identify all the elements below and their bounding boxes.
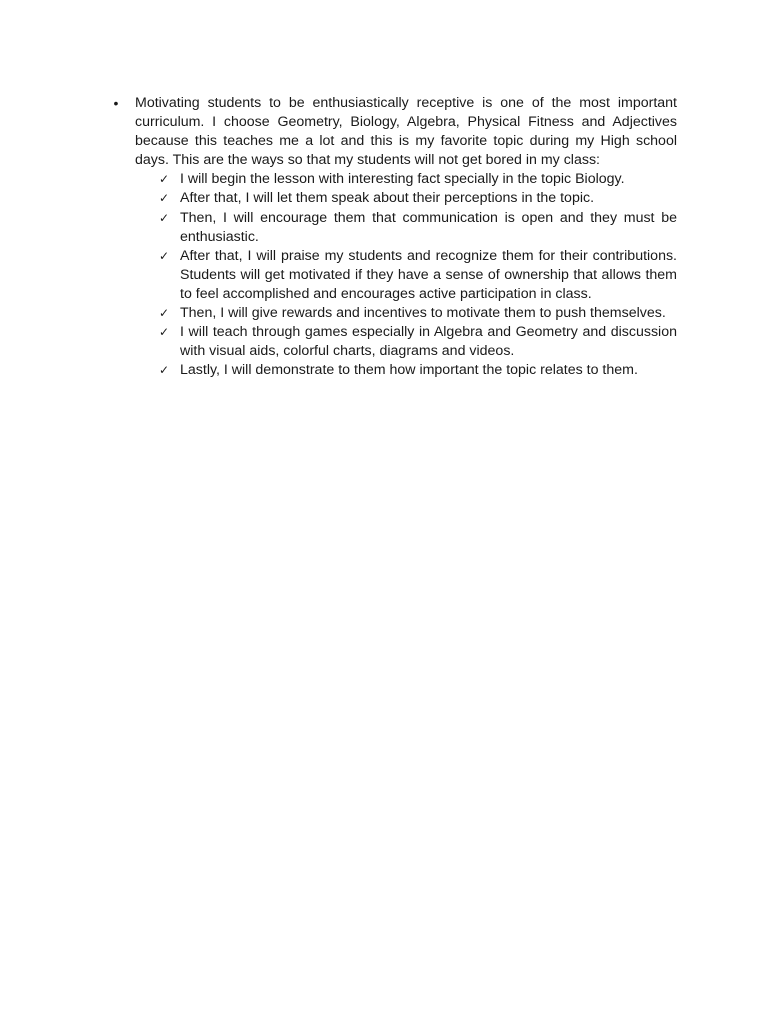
checklist-item-text: After that, I will praise my students and recognize them for their contributions. Students will get motivated if they have a sense of ownership that allows them to feel accomplished and encourages active participation in class. (180, 247, 677, 302)
checkmark-icon: ✓ (159, 363, 170, 378)
checkmark-icon: ✓ (159, 172, 170, 187)
checkmark-icon: ✓ (159, 248, 170, 263)
checklist-item (157, 209, 677, 247)
checkmark-icon: ✓ (159, 191, 170, 206)
checklist-item (157, 170, 677, 189)
checklist-item (157, 361, 677, 380)
bullet-dot-icon: • (113, 95, 119, 111)
checklist-item-text: Then, I will encourage them that communication is open and they must be enthusiastic. (180, 209, 677, 245)
checklist-item (157, 247, 677, 304)
checklist-item-text: After that, I will let them speak about their perceptions in the topic. (180, 190, 595, 207)
checkmark-icon: ✓ (159, 210, 170, 225)
checklist-item-text: I will teach through games especially in Algebra and Geometry and discussion with visual aids, colorful charts, diagrams and videos. (180, 324, 677, 360)
intro-paragraph: Motivating students to be enthusiastically receptive is one of the most important curriculum. I choose Geometry, Biology, Algebra, Physical Fitness and Adjectives because this teaches me a lot and this is my favorite topic during my High school days. This are the ways so that my students will not get bored in my class: (135, 95, 677, 169)
checklist-item (157, 189, 677, 208)
checklist-item-text: Lastly, I will demonstrate to them how important the topic relates to them. (180, 362, 638, 379)
checklist-item-text: I will begin the lesson with interesting fact specially in the topic Biology. (180, 171, 625, 188)
checklist-item-text: Then, I will give rewards and incentives to motivate them to push themselves. (180, 305, 666, 322)
checkmark-icon: ✓ (159, 325, 170, 340)
checkmark-icon: ✓ (159, 306, 170, 321)
bulleted-paragraph (112, 94, 677, 380)
checklist (157, 170, 677, 380)
checklist-item (157, 304, 677, 323)
checklist-item (157, 323, 677, 361)
